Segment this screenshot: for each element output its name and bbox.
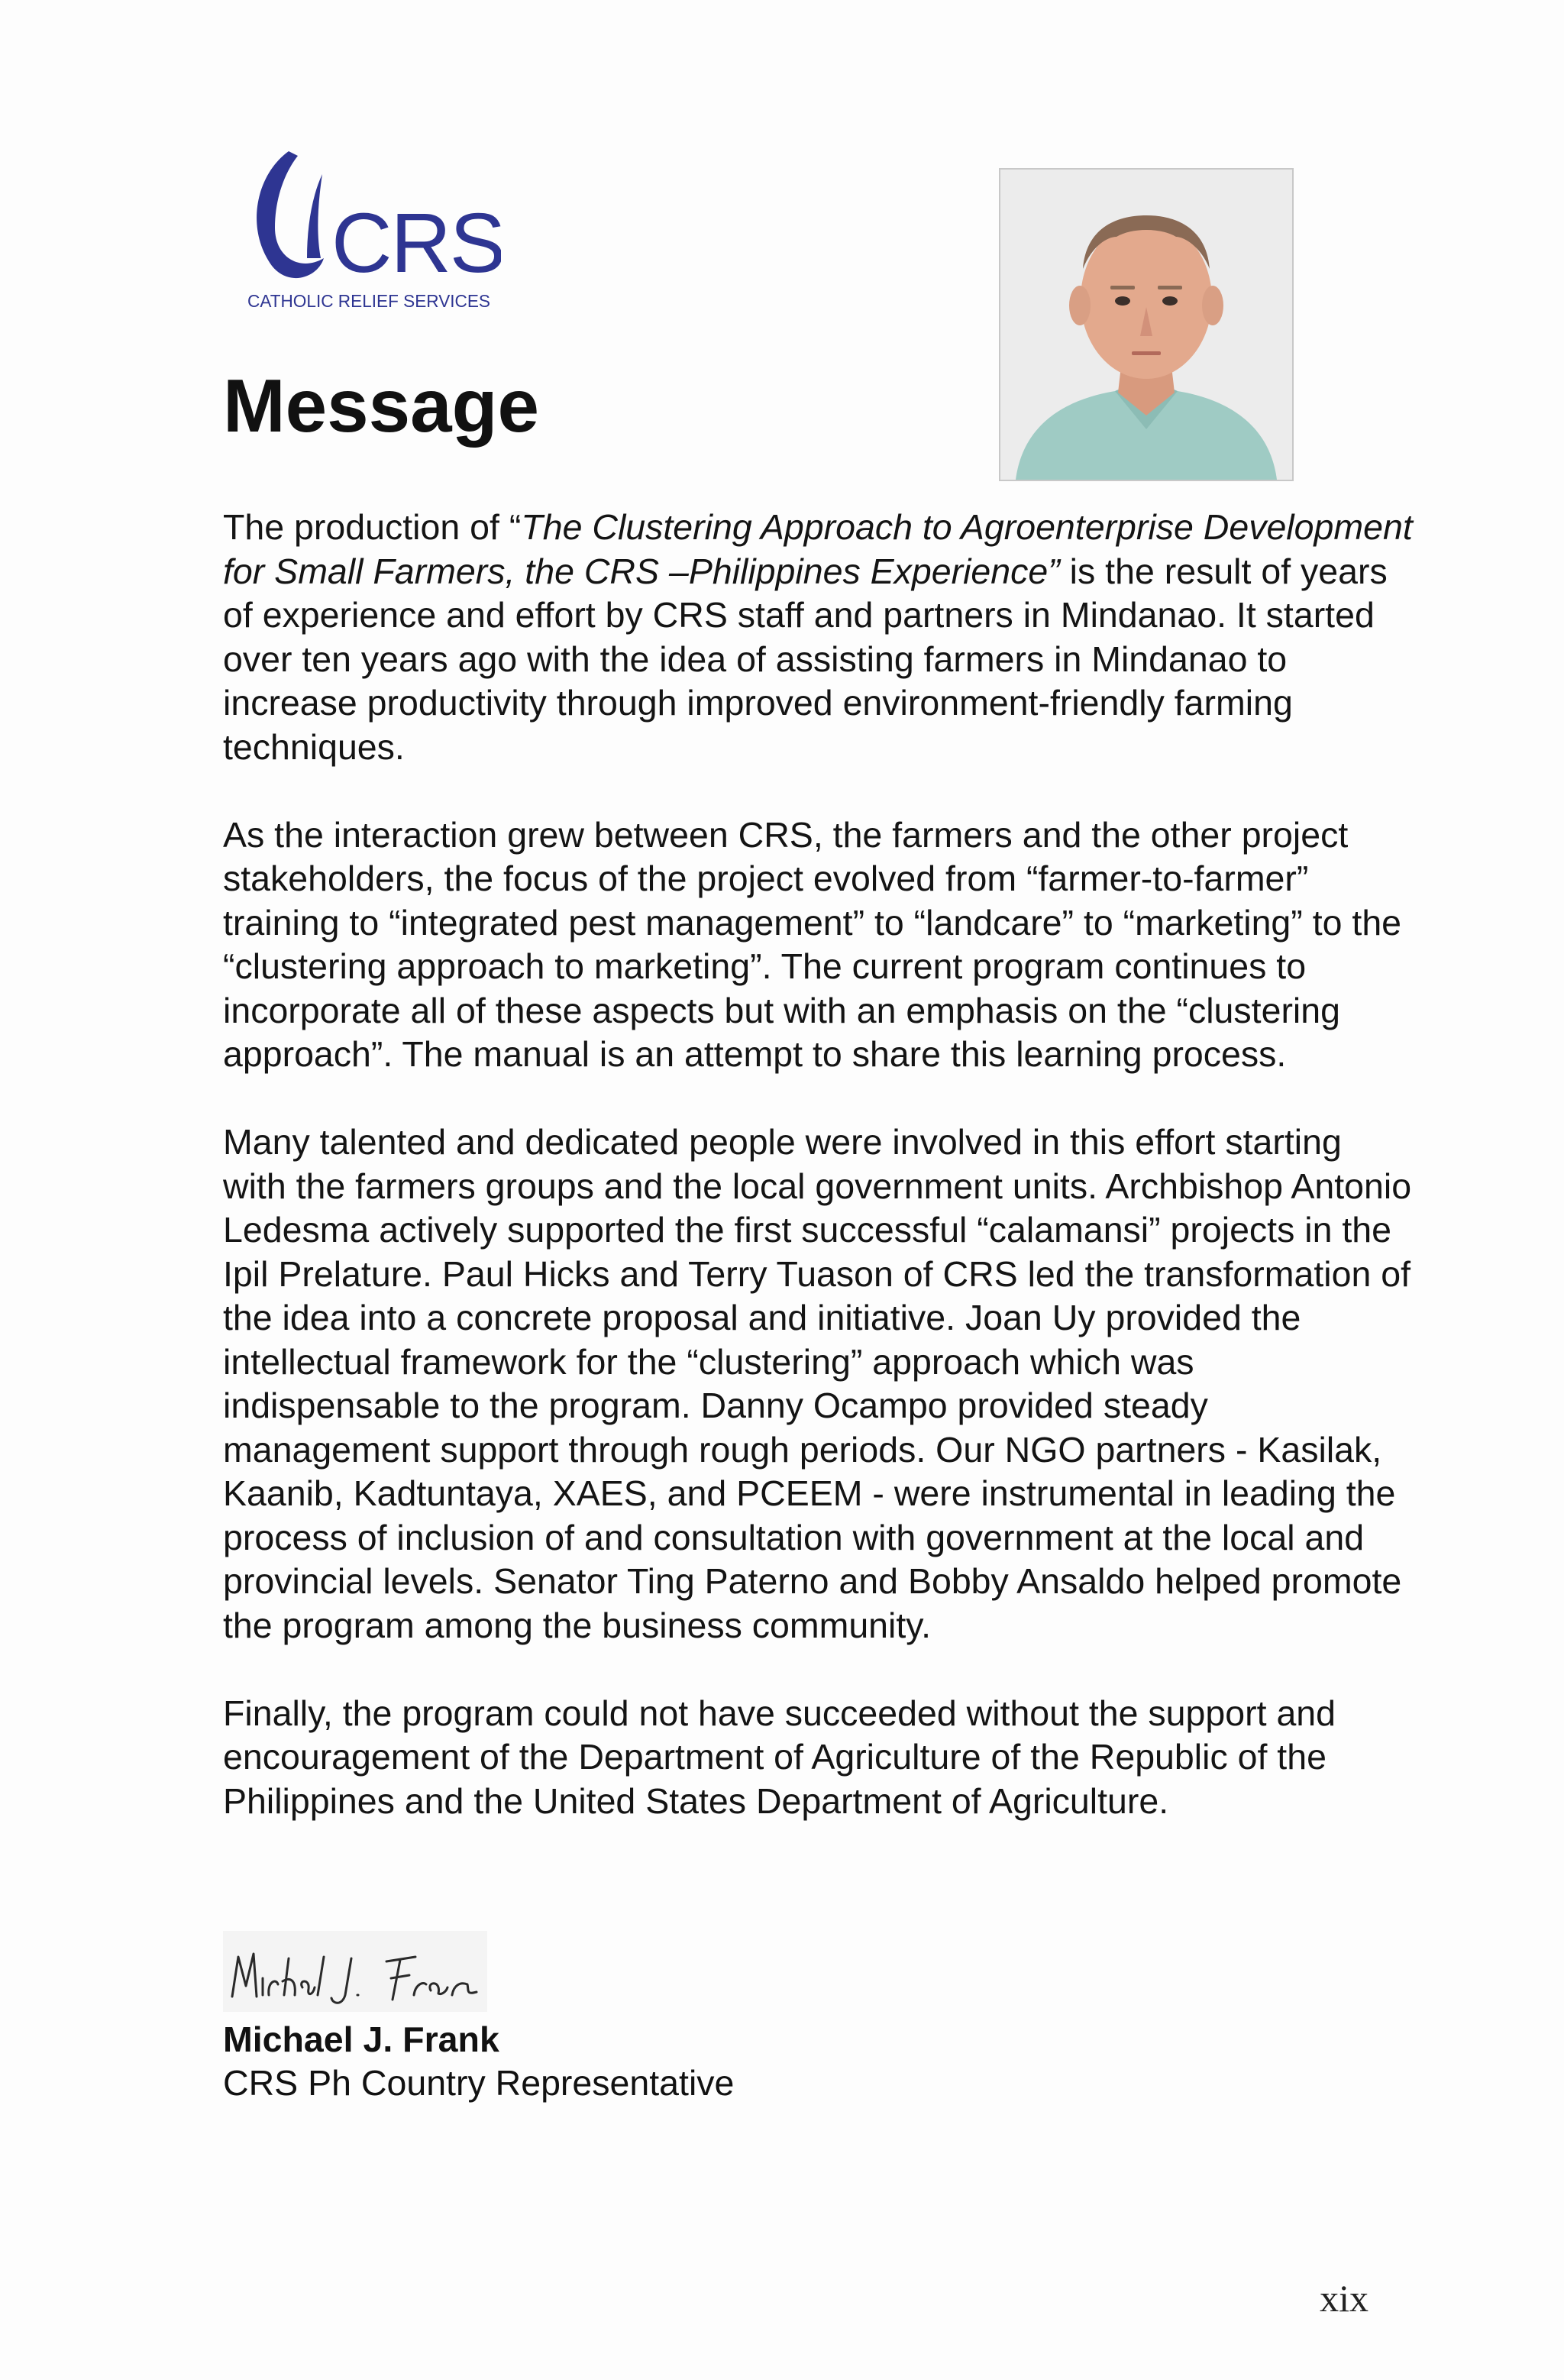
paragraph-3: Many talented and dedicated people were involved in this effort starting with the farmers groups and the local government units. Archbishop Antonio Ledesma actively supported the first successful “calamansi” projects in the Ipil Prelature. Paul Hicks and Terry Tuason of CRS led the transformation of the idea into a concrete proposal and initiative. Joan Uy provided the intellectual framework for the “clustering” approach which was indispensable to the program. Danny Ocampo provided steady management support through rough periods. Our NGO partners - Kasilak, Kaanib, Kadtuntaya, XAES, and PCEEM - were instrumental in leading the process of inclusion of and consultation with government at the local and provincial levels. Senator Ting Paterno and Bobby Ansaldo helped promote the program among the business community. [223,1122,1412,1645]
logo-org-name: CATHOLIC RELIEF SERVICES [247,291,490,311]
message-body [223,506,1414,1867]
crs-logo [241,144,501,319]
paragraph-2: As the interaction grew between CRS, the farmers and the other project stakeholders, the focus of the project evolved from “farmer-to-farmer” training to “integrated pest management” to “landcare” to “marketing” to the “clustering approach to marketing”. The current program continues to incorporate all of these aspects but with an emphasis on the “clustering approach”. The manual is an attempt to share this learning process. [223,814,1402,1074]
paragraph-1-rest: is the result of years of experience and effort by CRS staff and partners in Mindanao. It started over ten years ago with the idea of assisting farmers in Mindanao to increase productivity through improved environment-friendly farming techniques. [223,551,1388,767]
paragraph-1-intro: The production of “ [223,507,522,547]
handwritten-signature [223,1931,487,2012]
signer-title: CRS Ph Country Representative [223,2063,735,2103]
signature-block [223,1931,734,2105]
signer-name: Michael J. Frank [223,2019,499,2059]
book-title: The Clustering Approach to Agroenterprise Development for Small Farmers, the CRS –Philippines Experience” [223,507,1413,591]
portrait-photo [999,168,1294,481]
paragraph-4: Finally, the program could not have succeeded without the support and encouragement of the Department of Agriculture of the Republic of the Philippines and the United States Department of Agriculture. [223,1693,1336,1821]
paragraph-1 [223,506,1414,769]
logo-wordmark: CRS [331,196,501,290]
page-number: xix [1320,2277,1368,2320]
page-title: Message [223,364,540,448]
